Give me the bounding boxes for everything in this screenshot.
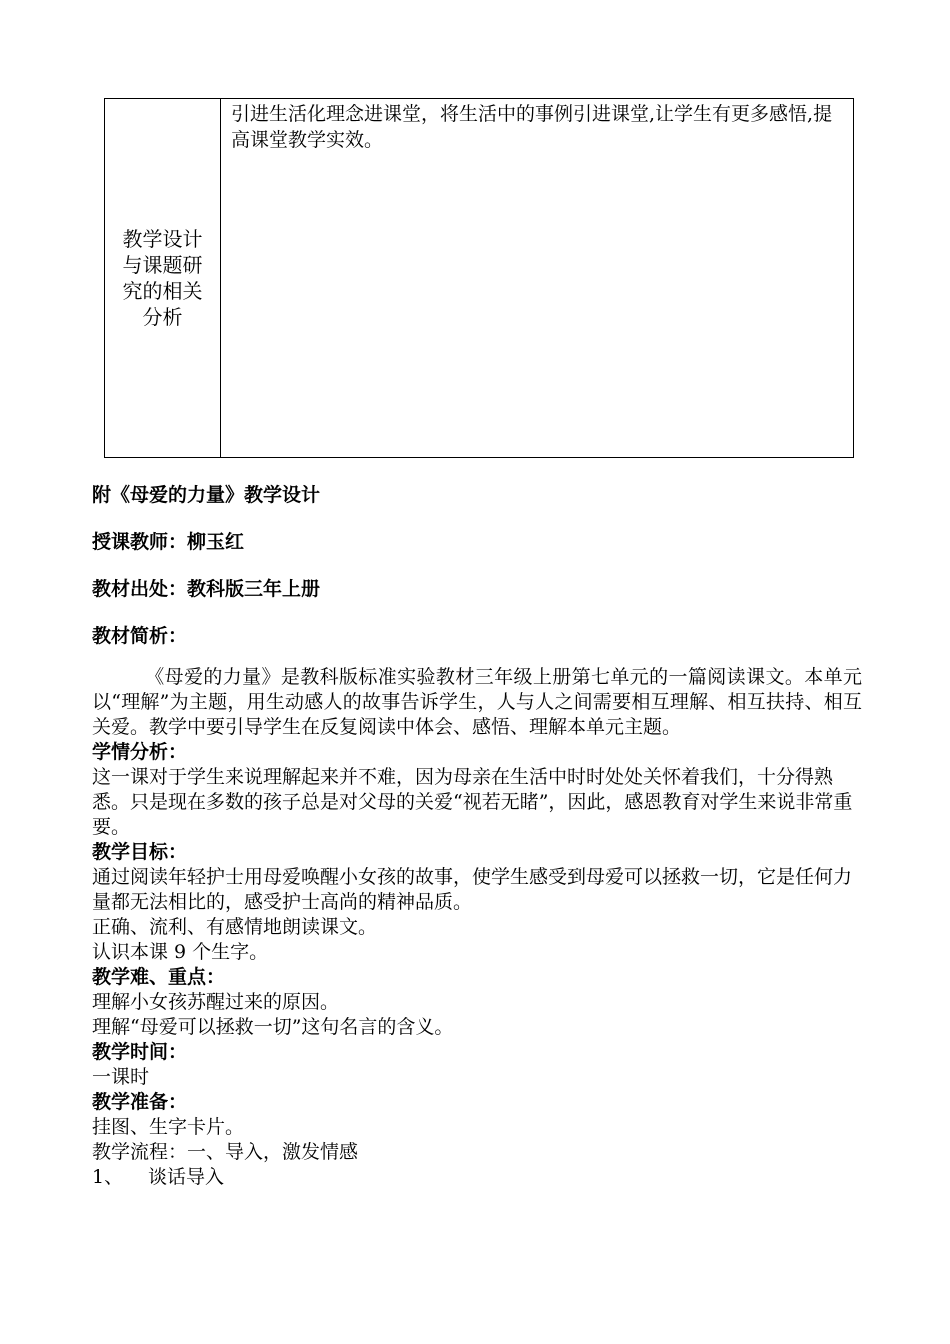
table-label-cell <box>105 99 221 457</box>
key-points-heading: 教学难、重点： <box>92 966 226 988</box>
flow-text: 教学流程：一、导入，激发情感 <box>92 1141 359 1163</box>
key-point-item: 理解小女孩苏醒过来的原因。 <box>92 991 340 1013</box>
teacher-line: 授课教师：柳玉红 <box>92 531 245 553</box>
step-item <box>92 1165 862 1190</box>
goal-item: 正确、流利、有感情地朗读课文。 <box>92 916 378 938</box>
goal-item: 通过阅读年轻护士用母爱唤醒小女孩的故事，使学生感受到母爱可以拯救一切，它是任何力量都无法相比的，感受护士高尚的精神品质。 <box>92 866 853 913</box>
step-number: 1、 <box>92 1166 124 1188</box>
document-title: 附《母爱的力量》教学设计 <box>92 484 321 506</box>
intro-paragraph: 《母爱的力量》是教科版标准实验教材三年级上册第七单元的一篇阅读课文。本单元以“理解”为主题，用生动感人的故事告诉学生，人与人之间需要相互理解、相互扶持、相互关爱。教学中要引导学生在反复阅读中体会、感悟、理解本单元主题。 <box>92 666 862 738</box>
table-content: 引进生活化理念进课堂，将生活中的事例引进课堂,让学生有更多感悟,提高课堂教学实效。 <box>231 103 833 151</box>
time-heading: 教学时间： <box>92 1041 188 1063</box>
time-text: 一课时 <box>92 1066 150 1088</box>
prep-heading: 教学准备： <box>92 1091 188 1113</box>
document-body <box>92 665 862 1190</box>
step-label: 谈话导入 <box>148 1166 225 1188</box>
goal-item: 认识本课 9 个生字。 <box>92 941 269 963</box>
goals-heading: 教学目标： <box>92 841 188 863</box>
analysis-table <box>104 98 854 458</box>
key-point-item: 理解“母爱可以拯救一切”这句名言的含义。 <box>92 1016 454 1038</box>
prep-text: 挂图、生字卡片。 <box>92 1116 245 1138</box>
table-content-cell <box>221 99 853 457</box>
analysis-paragraph: 这一课对于学生来说理解起来并不难，因为母亲在生活中时时处处关怀着我们，十分得熟悉。只是现在多数的孩子总是对父母的关爱“视若无睹”，因此，感恩教育对学生来说非常重要。 <box>92 766 853 838</box>
analysis-heading: 学情分析： <box>92 741 188 763</box>
table-label: 教学设计与课题研究的相关分析 <box>122 227 203 329</box>
source-line: 教材出处：教科版三年上册 <box>92 578 321 600</box>
intro-heading: 教材简析： <box>92 625 188 647</box>
